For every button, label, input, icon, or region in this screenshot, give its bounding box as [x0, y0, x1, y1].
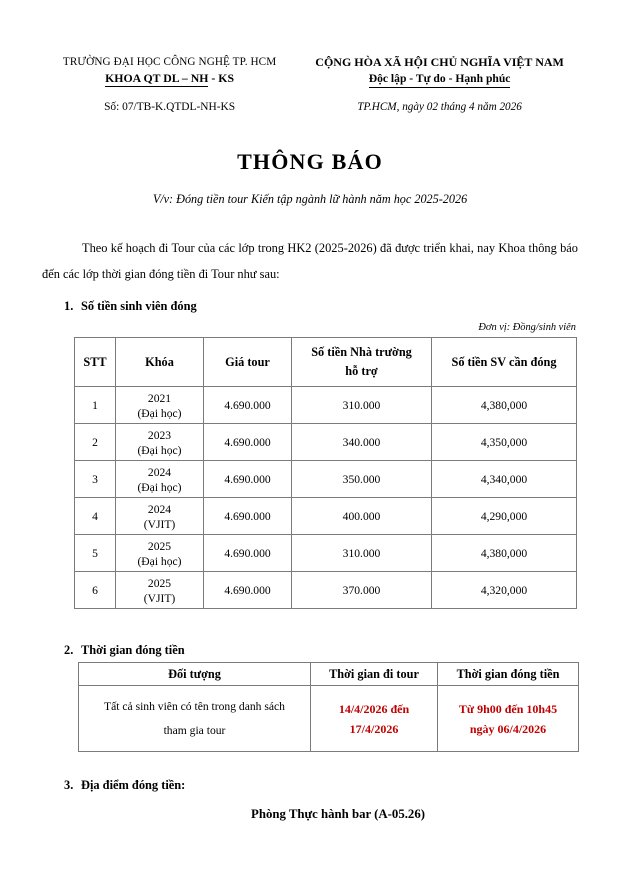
time-table	[78, 662, 579, 752]
time-table-header-row	[79, 663, 579, 686]
cell-price: 4.690.000	[204, 572, 292, 609]
cell-stt: 5	[75, 535, 116, 572]
cell-support: 340.000	[292, 424, 432, 461]
section-1-label: Số tiền sinh viên đóng	[81, 299, 197, 313]
cell-pay-time	[438, 686, 579, 752]
section-heading-3	[64, 778, 620, 793]
cell-stt: 6	[75, 572, 116, 609]
col-header-pay-time: Thời gian đóng tiền	[438, 663, 579, 686]
intro-paragraph	[42, 235, 578, 287]
cell-support: 350.000	[292, 461, 432, 498]
national-motto-underlined: Độc lập - Tự do - Hạnh phúc	[369, 72, 511, 88]
cell-khoa-program: (Đại học)	[137, 555, 182, 568]
place-and-date: TP.HCM, ngày 02 tháng 4 năm 2026	[357, 101, 522, 113]
cell-khoa-program: (VJIT)	[143, 518, 176, 531]
cell-khoa	[116, 424, 204, 461]
table-row	[75, 424, 577, 461]
cell-khoa-year: 2024	[147, 503, 172, 516]
cell-price: 4.690.000	[204, 461, 292, 498]
money-table-head	[75, 338, 577, 387]
cell-tour-time	[311, 686, 438, 752]
col-header-price: Giá tour	[204, 338, 292, 387]
faculty-name-tail: - KS	[208, 71, 235, 85]
cell-pay-time-line2: ngày 06/4/2026	[469, 721, 547, 736]
section-3-label: Địa điểm đóng tiền:	[81, 778, 186, 792]
document-number: Số: 07/TB-K.QTDL-NH-KS	[104, 101, 236, 113]
section-3-wrap	[0, 778, 620, 822]
cell-khoa-year: 2023	[147, 429, 172, 442]
cell-price: 4.690.000	[204, 387, 292, 424]
faculty-name	[40, 70, 299, 86]
cell-khoa-year: 2025	[147, 540, 172, 553]
col-header-student-pay: Số tiền SV cần đóng	[432, 338, 577, 387]
section-1-number: 1.	[64, 299, 74, 313]
cell-stt: 3	[75, 461, 116, 498]
table-row	[75, 387, 577, 424]
faculty-name-underlined: KHOA QT DL – NH	[105, 71, 209, 85]
cell-student-pay: 4,320,000	[432, 572, 577, 609]
cell-student-pay: 4,340,000	[432, 461, 577, 498]
cell-student-pay: 4,350,000	[432, 424, 577, 461]
cell-stt: 1	[75, 387, 116, 424]
cell-khoa	[116, 461, 204, 498]
intro-paragraph-text: Theo kế hoạch đi Tour của các lớp trong HK2 (2025-2026) đã được triển khai, nay Khoa thông báo đến các lớp thời gian đóng tiền đi Tour như sau:	[42, 241, 578, 281]
cell-khoa-program: (Đại học)	[137, 407, 182, 420]
cell-object-line1: Tất cả sinh viên có tên trong danh sách	[104, 699, 285, 713]
cell-student-pay: 4,380,000	[432, 535, 577, 572]
col-header-object: Đối tượng	[79, 663, 311, 686]
cell-khoa	[116, 498, 204, 535]
section-3-number: 3.	[64, 778, 74, 792]
cell-price: 4.690.000	[204, 498, 292, 535]
table-row	[79, 686, 579, 752]
time-table-body	[79, 686, 579, 752]
cell-khoa	[116, 387, 204, 424]
money-table	[74, 337, 577, 609]
cell-object-line2: tham gia tour	[163, 723, 226, 737]
cell-khoa-program: (VJIT)	[143, 592, 176, 605]
col-header-tour-time: Thời gian đi tour	[311, 663, 438, 686]
letterhead-left	[40, 55, 299, 86]
table-row	[75, 572, 577, 609]
national-motto	[299, 70, 580, 87]
document-subtitle: V/v: Đóng tiền tour Kiến tập ngành lữ hành năm học 2025-2026	[152, 192, 468, 206]
letterhead	[0, 0, 620, 87]
table-row	[75, 498, 577, 535]
unit-note: Đơn vị: Đồng/sinh viên	[478, 322, 576, 333]
cell-khoa-program: (Đại học)	[137, 444, 182, 457]
section-2-number: 2.	[64, 643, 74, 657]
cell-stt: 2	[75, 424, 116, 461]
cell-student-pay: 4,290,000	[432, 498, 577, 535]
cell-khoa	[116, 572, 204, 609]
table-row	[75, 535, 577, 572]
cell-support: 310.000	[292, 535, 432, 572]
cell-object	[79, 686, 311, 752]
payment-location: Phòng Thực hành bar (A-05.26)	[251, 807, 425, 821]
time-table-head	[79, 663, 579, 686]
section-heading-2	[64, 643, 620, 658]
subheader	[0, 87, 620, 113]
cell-pay-time-line1: Từ 9h00 đến 10h45	[458, 701, 558, 716]
money-table-header-row	[75, 338, 577, 387]
cell-student-pay: 4,380,000	[432, 387, 577, 424]
cell-price: 4.690.000	[204, 424, 292, 461]
col-header-khoa: Khóa	[116, 338, 204, 387]
national-title: CỘNG HÒA XÃ HỘI CHỦ NGHĨA VIỆT NAM	[315, 55, 564, 69]
cell-khoa-year: 2025	[147, 577, 172, 590]
col-header-support	[292, 338, 432, 387]
title-block	[0, 149, 620, 207]
cell-tour-time-line1: 14/4/2026 đến	[338, 701, 410, 716]
money-table-body	[75, 387, 577, 609]
cell-stt: 4	[75, 498, 116, 535]
cell-tour-time-line2: 17/4/2026	[349, 721, 399, 736]
cell-khoa-year: 2024	[147, 466, 172, 479]
document-title: THÔNG BÁO	[237, 149, 383, 174]
section-2-wrap	[0, 643, 620, 752]
section-2-label: Thời gian đóng tiền	[81, 643, 185, 657]
cell-support: 400.000	[292, 498, 432, 535]
cell-khoa-year: 2021	[147, 392, 172, 405]
cell-support: 310.000	[292, 387, 432, 424]
cell-khoa	[116, 535, 204, 572]
university-name: TRƯỜNG ĐẠI HỌC CÔNG NGHỆ TP. HCM	[62, 56, 277, 68]
section-heading-1	[64, 299, 620, 314]
cell-price: 4.690.000	[204, 535, 292, 572]
col-header-stt: STT	[75, 338, 116, 387]
letterhead-right	[299, 55, 580, 87]
cell-support: 370.000	[292, 572, 432, 609]
cell-khoa-program: (Đại học)	[137, 481, 182, 494]
col-header-support-line2: hỗ trợ	[345, 364, 378, 378]
col-header-support-line1: Số tiền Nhà trường	[311, 345, 412, 359]
table-row	[75, 461, 577, 498]
